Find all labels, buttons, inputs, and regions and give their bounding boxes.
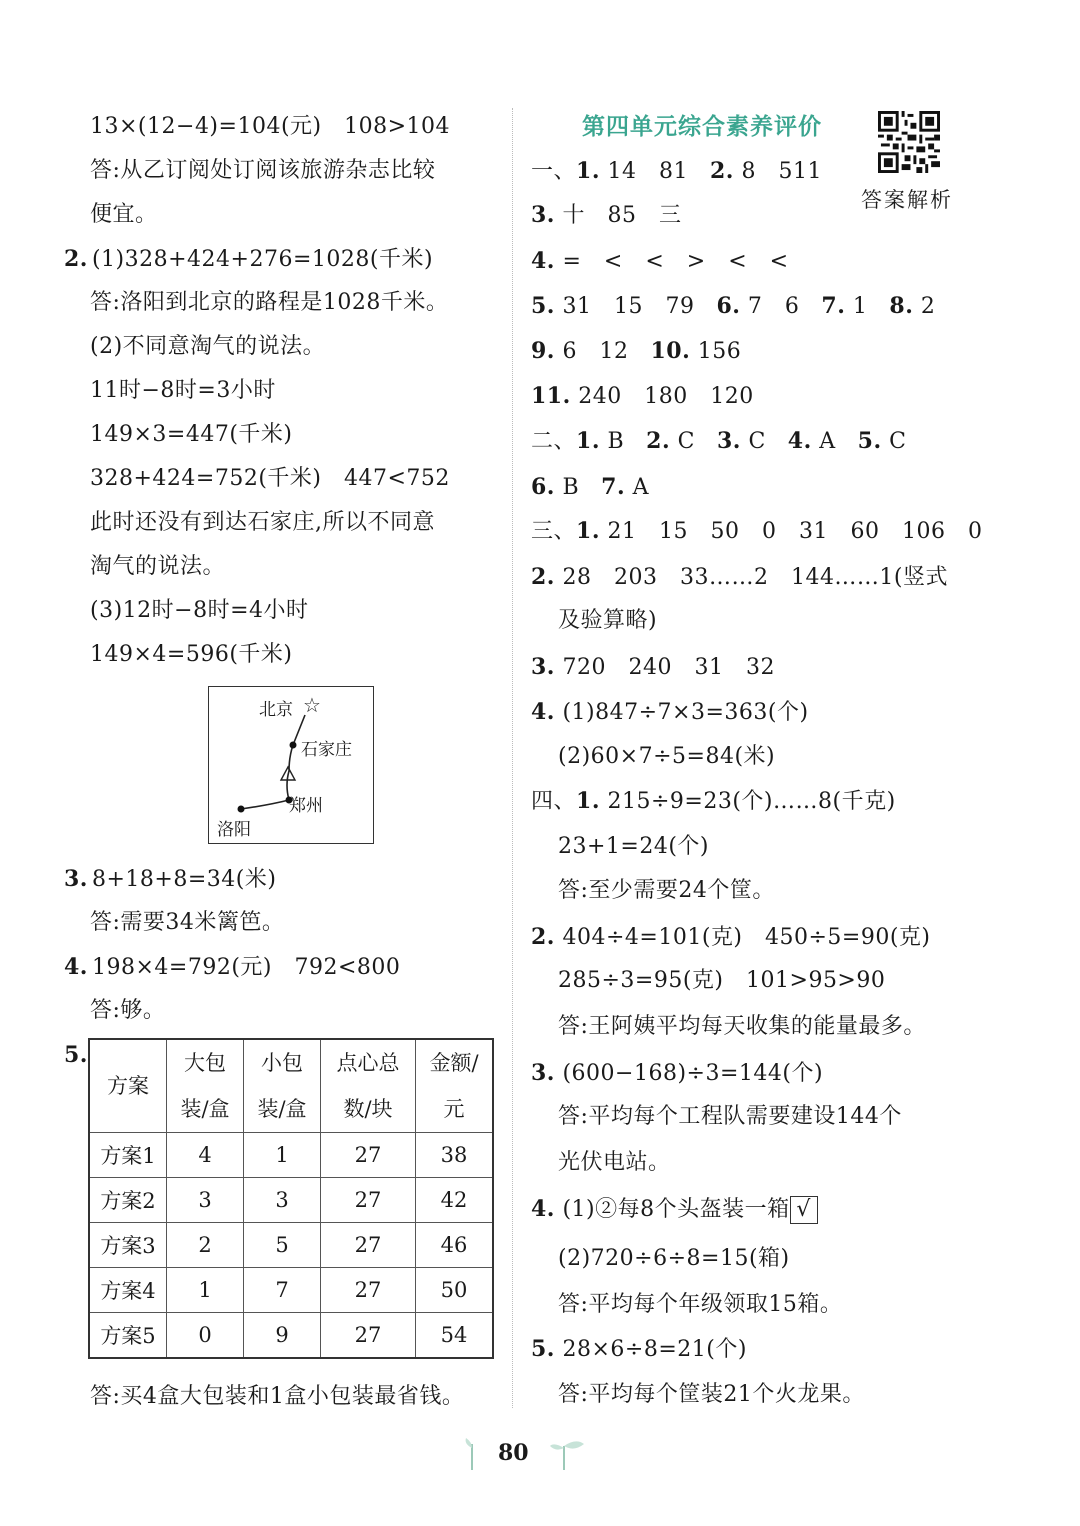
- table-cell: 方案3: [89, 1223, 167, 1268]
- table-cell: 方案2: [89, 1178, 167, 1223]
- answer-line: 3. 720 240 31 32: [531, 654, 775, 680]
- answer-line: 4. (1)847÷7×3=363(个): [531, 699, 809, 725]
- answer-line: 二、1. B 2. C 3. C 4. A 5. C: [531, 428, 907, 454]
- answer-line: 3. (600−168)÷3=144(个): [531, 1060, 824, 1086]
- column-divider: [512, 108, 513, 1408]
- answer-line: 13×(12−4)=104(元) 108>104: [90, 114, 451, 139]
- table-cell: 7: [244, 1268, 321, 1313]
- answer-line: 5. 31 15 79 6. 7 6 7. 1 8. 2: [531, 293, 936, 319]
- answer-line: 答:至少需要24个筐。: [558, 878, 775, 903]
- answer-line: 149×3=447(千米): [90, 422, 293, 447]
- qr-code-icon: [878, 111, 940, 173]
- answer-line: 答:够。: [90, 998, 166, 1023]
- table-cell: 27: [321, 1133, 416, 1178]
- header-cell: 点心总 数/块: [321, 1039, 416, 1133]
- question-number: 2.: [64, 246, 88, 272]
- table-row: [89, 1178, 493, 1223]
- qr-caption: 答案解析: [861, 188, 953, 212]
- table-cell: 54: [416, 1313, 494, 1359]
- answer-line: 4. (1)②每8个头盔装一箱 √: [531, 1194, 818, 1225]
- answer-line: 一、1. 14 81 2. 8 511: [531, 158, 822, 184]
- header-cell: 小包 装/盒: [244, 1039, 321, 1133]
- check-mark-icon: √: [790, 1196, 818, 1224]
- question-number: 3.: [64, 866, 88, 892]
- table-header-row: [89, 1039, 493, 1133]
- answer-line: 5. 28×6÷8=21(个): [531, 1336, 747, 1362]
- table-row: [89, 1133, 493, 1178]
- answer-text: 198×4=792(元) 792<800: [91, 955, 401, 980]
- answer-line: (2)60×7÷5=84(米): [558, 744, 776, 769]
- table-cell: 3: [167, 1178, 244, 1223]
- map-label-zhengzhou: 郑州: [289, 796, 323, 816]
- route-map: [208, 686, 374, 844]
- map-label-shijiazhuang: 石家庄: [301, 740, 352, 760]
- table-cell: 4: [167, 1133, 244, 1178]
- table-cell: 46: [416, 1223, 494, 1268]
- table-cell: 27: [321, 1178, 416, 1223]
- table-cell: 3: [244, 1178, 321, 1223]
- answer-line: 285÷3=95(克) 101>95>90: [558, 968, 886, 993]
- question-5: [64, 1040, 88, 1071]
- answer-line: 3. 十 85 三: [531, 202, 682, 228]
- answer-line: 23+1=24(个): [558, 834, 710, 859]
- table-cell: 27: [321, 1223, 416, 1268]
- answer-line: 答:从乙订阅处订阅该旅游杂志比较: [90, 158, 436, 183]
- table-cell: 方案1: [89, 1133, 167, 1178]
- plan-table: [88, 1038, 494, 1359]
- answer-text: 8+18+8=34(米): [91, 867, 277, 892]
- answer-line: (3)12时−8时=4小时: [90, 598, 309, 623]
- table-cell: 1: [244, 1133, 321, 1178]
- answer-line: 6. B 7. A: [531, 474, 649, 500]
- header-cell: 金额/ 元: [416, 1039, 494, 1133]
- map-label-beijing: 北京: [259, 700, 293, 720]
- table-cell: 2: [167, 1223, 244, 1268]
- unit-title: 第四单元综合素养评价: [582, 114, 822, 140]
- answer-line: 答:平均每个筐装21个火龙果。: [558, 1382, 865, 1407]
- answer-line: 此时还没有到达石家庄,所以不同意: [90, 510, 435, 535]
- answer-line: 9. 6 12 10. 156: [531, 338, 742, 364]
- answer-line: 淘气的说法。: [90, 554, 226, 579]
- answer-line: 三、1. 21 15 50 0 31 60 106 0: [531, 518, 983, 544]
- header-cell: 大包 装/盒: [167, 1039, 244, 1133]
- table-row: [89, 1313, 493, 1359]
- answer-line: 便宜。: [90, 202, 158, 227]
- table-cell: 方案4: [89, 1268, 167, 1313]
- table-cell: 50: [416, 1268, 494, 1313]
- table-cell: 5: [244, 1223, 321, 1268]
- answer-line: 11时−8时=3小时: [90, 378, 276, 403]
- answer-text: (1)328+424+276=1028(千米): [91, 247, 434, 272]
- table-cell: 38: [416, 1133, 494, 1178]
- question-number: 5.: [64, 1042, 88, 1068]
- answer-line: 光伏电站。: [558, 1150, 671, 1175]
- page-number: 80: [498, 1440, 529, 1466]
- answer-line: 11. 240 180 120: [531, 383, 754, 409]
- table-cell: 0: [167, 1313, 244, 1359]
- question-2: [64, 244, 433, 275]
- answer-line: 4. = < < > < <: [531, 248, 789, 274]
- answer-line: 149×4=596(千米): [90, 642, 293, 667]
- table-row: [89, 1223, 493, 1268]
- answer-line: 答:平均每个工程队需要建设144个: [558, 1104, 902, 1129]
- leaf-decoration-icon: [462, 1438, 482, 1472]
- answer-line: 2. 28 203 33……2 144……1(竖式: [531, 564, 949, 590]
- table-cell: 27: [321, 1313, 416, 1359]
- star-icon: ☆: [303, 693, 321, 717]
- answer-line: 答:洛阳到北京的路程是1028千米。: [90, 290, 449, 315]
- table-cell: 27: [321, 1268, 416, 1313]
- answer-line: 2. 404÷4=101(克) 450÷5=90(克): [531, 924, 931, 950]
- question-number: 4.: [64, 954, 88, 980]
- table-row: [89, 1268, 493, 1313]
- map-label-luoyang: 洛阳: [217, 820, 251, 840]
- answer-line: 答:需要34米篱笆。: [90, 910, 285, 935]
- answer-line: 答:王阿姨平均每天收集的能量最多。: [558, 1014, 926, 1039]
- table-cell: 9: [244, 1313, 321, 1359]
- header-cell: 方案: [89, 1039, 167, 1133]
- question-4: [64, 952, 400, 983]
- answer-line: (2)不同意淘气的说法。: [90, 334, 326, 359]
- answer-line: 及验算略): [558, 608, 658, 633]
- question-3: [64, 864, 276, 895]
- answer-line: (2)720÷6÷8=15(箱): [558, 1246, 790, 1271]
- answer-line: 四、1. 215÷9=23(个)……8(千克): [531, 788, 896, 814]
- table-cell: 1: [167, 1268, 244, 1313]
- answer-line: 328+424=752(千米) 447<752: [90, 466, 450, 491]
- answer-line: 答:买4盒大包装和1盒小包装最省钱。: [90, 1384, 465, 1409]
- table-cell: 42: [416, 1178, 494, 1223]
- answer-line: 答:平均每个年级领取15箱。: [558, 1292, 843, 1317]
- table-cell: 方案5: [89, 1313, 167, 1359]
- sprout-decoration-icon: [548, 1438, 588, 1472]
